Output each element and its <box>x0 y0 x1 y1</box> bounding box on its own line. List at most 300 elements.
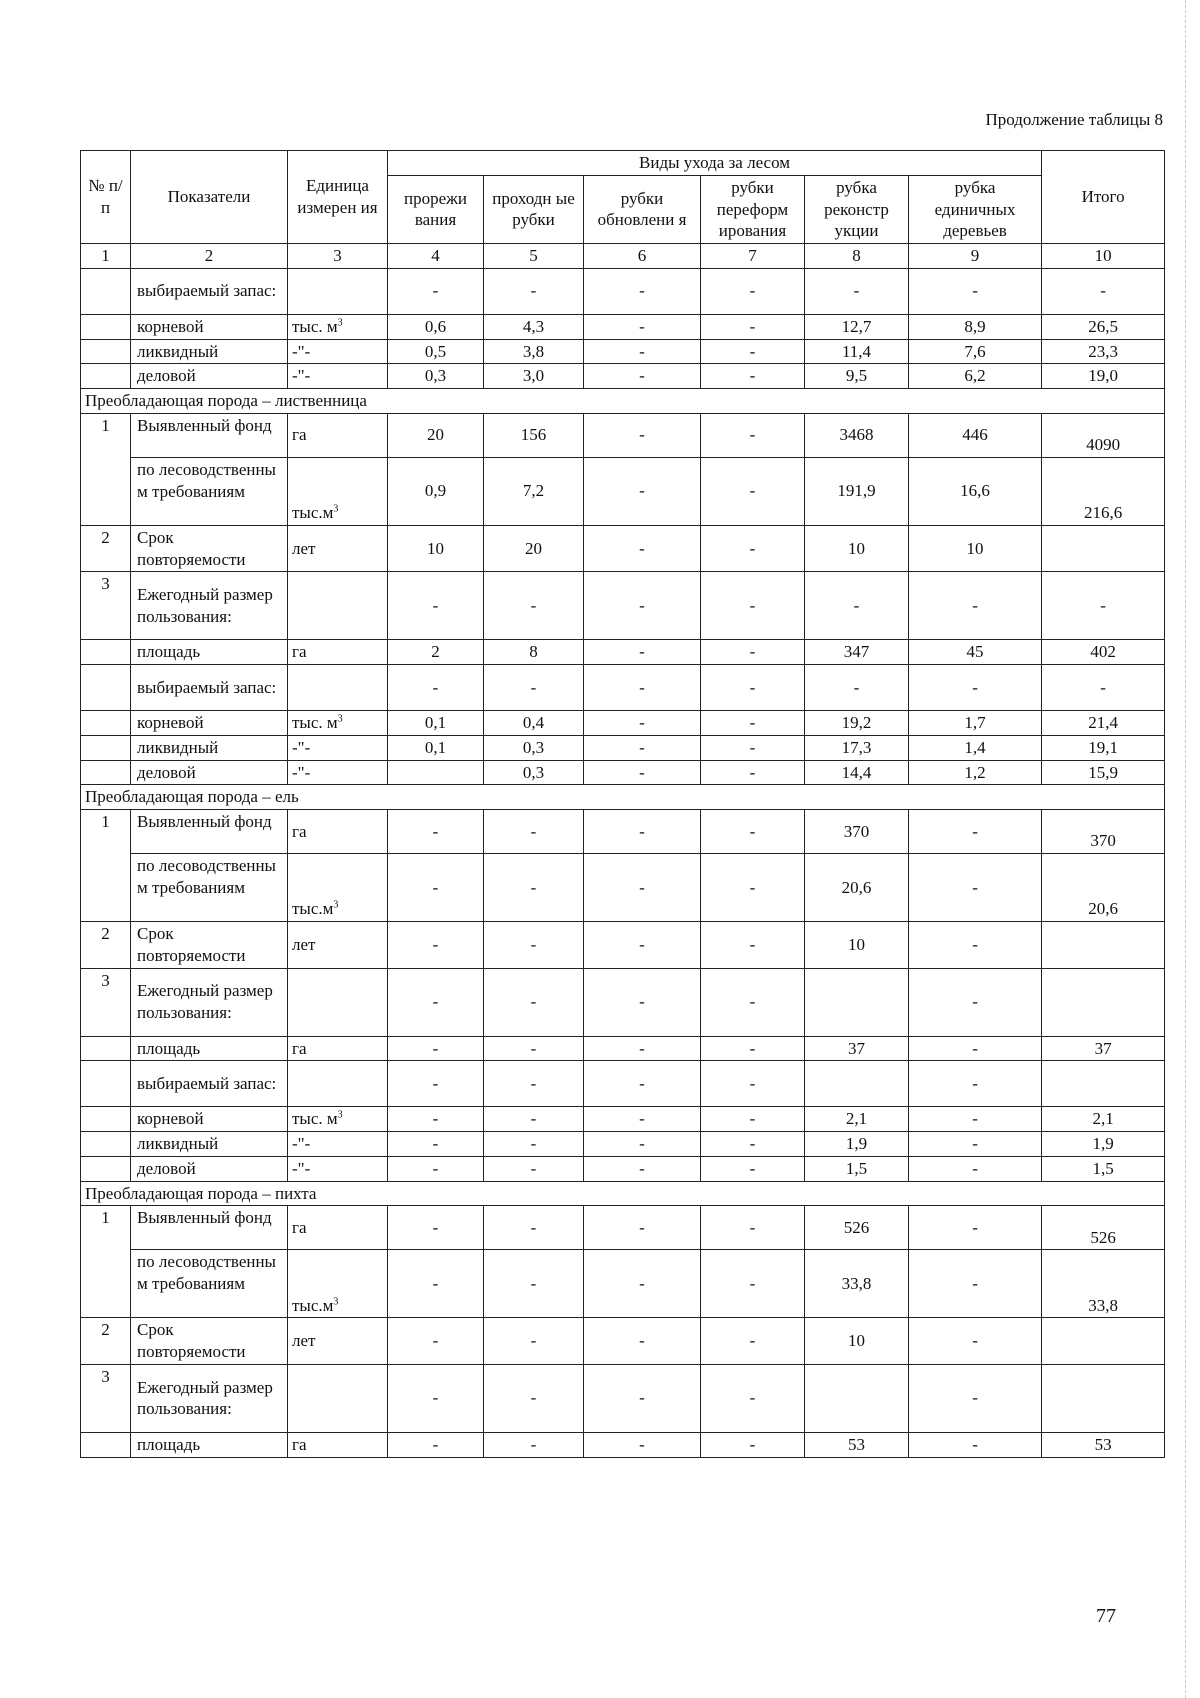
value-cell: 1,9 <box>1042 1132 1165 1157</box>
value-cell: - <box>484 922 584 969</box>
value-cell: - <box>388 1250 484 1318</box>
unit-text: лет <box>292 934 316 954</box>
value-cell: - <box>388 1156 484 1181</box>
value-cell: 16,6 <box>909 457 1042 525</box>
value-cell: - <box>484 572 584 640</box>
unit-cell <box>288 1318 388 1365</box>
value-cell <box>1042 922 1165 969</box>
value-cell: - <box>388 922 484 969</box>
value-cell: 0,6 <box>388 314 484 339</box>
unit-cell <box>288 1156 388 1181</box>
value-cell: - <box>701 968 805 1036</box>
value-cell: 191,9 <box>805 457 909 525</box>
value-cell: - <box>909 968 1042 1036</box>
row-label: выбираемый запас: <box>131 1061 288 1107</box>
unit-cell <box>288 735 388 760</box>
data-row <box>81 339 1165 364</box>
unit-cell: га <box>288 413 388 457</box>
value-cell: 53 <box>1042 1432 1165 1457</box>
value-cell: 10 <box>805 1318 909 1365</box>
value-cell: - <box>388 1364 484 1432</box>
unit-text: -"- <box>292 341 311 361</box>
data-row <box>81 735 1165 760</box>
header-type: рубка реконстр укции <box>805 175 909 243</box>
value-cell: - <box>584 665 701 711</box>
value-cell: - <box>909 1206 1042 1250</box>
column-number: 7 <box>701 244 805 269</box>
value-cell: 1,9 <box>805 1132 909 1157</box>
fund-row <box>81 810 1165 854</box>
unit-cell <box>288 1036 388 1061</box>
value-cell: - <box>484 1156 584 1181</box>
value-cell: - <box>484 1036 584 1061</box>
value-cell: - <box>909 572 1042 640</box>
value-cell: 1,4 <box>909 735 1042 760</box>
forest-care-table <box>80 150 1165 1458</box>
value-cell: - <box>584 364 701 389</box>
value-cell: - <box>584 711 701 736</box>
value-cell: 12,7 <box>805 314 909 339</box>
value-cell: - <box>701 364 805 389</box>
value-cell: - <box>388 1132 484 1157</box>
unit-text: лет <box>292 538 316 558</box>
value-cell: 446 <box>909 413 1042 457</box>
row-label: Выявленный фонд <box>131 1206 288 1250</box>
row-label: Ежегодный размер пользования: <box>131 968 288 1036</box>
value-cell: - <box>388 665 484 711</box>
value-cell: 0,3 <box>484 760 584 785</box>
unit-cell <box>288 525 388 572</box>
value-cell: - <box>388 854 484 922</box>
unit-cell <box>288 922 388 969</box>
value-cell: 10 <box>388 525 484 572</box>
row-num-cell: 1 <box>81 413 131 525</box>
value-cell: - <box>701 1318 805 1365</box>
row-label: Выявленный фонд <box>131 413 288 457</box>
value-cell: 0,1 <box>388 711 484 736</box>
column-number: 8 <box>805 244 909 269</box>
unit-text: тыс.м <box>292 1295 334 1315</box>
unit-superscript: 3 <box>333 503 339 515</box>
value-cell: 11,4 <box>805 339 909 364</box>
value-cell: - <box>584 572 701 640</box>
fund-row-volume <box>81 854 1165 922</box>
value-cell: 2 <box>388 640 484 665</box>
value-cell: - <box>909 1318 1042 1365</box>
value-cell: 37 <box>1042 1036 1165 1061</box>
value-cell: 15,9 <box>1042 760 1165 785</box>
row-num-cell <box>81 760 131 785</box>
row-label: корневой <box>131 711 288 736</box>
value-cell: - <box>1042 665 1165 711</box>
row-num-cell: 2 <box>81 525 131 572</box>
value-cell <box>805 1061 909 1107</box>
row-num-cell <box>81 268 131 314</box>
value-cell: 45 <box>909 640 1042 665</box>
unit-text: тыс. м <box>292 316 338 336</box>
value-cell: - <box>909 1432 1042 1457</box>
row-label: Срок повторяемости <box>131 922 288 969</box>
area-row <box>81 640 1165 665</box>
value-cell: 1,7 <box>909 711 1042 736</box>
value-cell: - <box>388 1206 484 1250</box>
row-num-cell <box>81 1132 131 1157</box>
value-cell: - <box>909 1156 1042 1181</box>
column-number: 5 <box>484 244 584 269</box>
unit-text: -"- <box>292 737 311 757</box>
value-cell: - <box>1042 572 1165 640</box>
annual-row <box>81 1364 1165 1432</box>
value-cell <box>805 1364 909 1432</box>
section-title: Преобладающая порода – пихта <box>81 1181 1165 1206</box>
value-cell: - <box>484 1432 584 1457</box>
unit-text: тыс. м <box>292 1109 338 1129</box>
value-cell: 526 <box>805 1206 909 1250</box>
row-label: по лесоводственны м требованиям <box>131 457 288 525</box>
unit-superscript: 3 <box>337 1109 343 1121</box>
row-label: ликвидный <box>131 1132 288 1157</box>
value-cell: - <box>584 413 701 457</box>
value-cell: 370 <box>805 810 909 854</box>
period-row <box>81 525 1165 572</box>
row-label: площадь <box>131 640 288 665</box>
value-cell: - <box>584 760 701 785</box>
value-cell: 9,5 <box>805 364 909 389</box>
area-row <box>81 1432 1165 1457</box>
value-cell: - <box>584 268 701 314</box>
section-title-row <box>81 785 1165 810</box>
data-row <box>81 364 1165 389</box>
value-cell: - <box>584 1036 701 1061</box>
value-cell: - <box>584 810 701 854</box>
row-num-cell <box>81 1432 131 1457</box>
value-cell: - <box>701 735 805 760</box>
value-cell: - <box>909 1061 1042 1107</box>
value-cell: 0,1 <box>388 735 484 760</box>
row-label: по лесоводственны м требованиям <box>131 854 288 922</box>
page-number: 77 <box>1096 1605 1116 1627</box>
unit-superscript: 3 <box>333 1295 339 1307</box>
value-cell: 0,3 <box>484 735 584 760</box>
value-cell: - <box>584 1156 701 1181</box>
value-cell: 1,5 <box>805 1156 909 1181</box>
total-cell: 370 <box>1042 810 1165 854</box>
data-row <box>81 1132 1165 1157</box>
value-cell: - <box>584 339 701 364</box>
value-cell: - <box>701 1132 805 1157</box>
annual-row <box>81 968 1165 1036</box>
value-cell: - <box>701 1061 805 1107</box>
row-num-cell <box>81 665 131 711</box>
value-cell: - <box>701 1206 805 1250</box>
value-cell: - <box>909 1036 1042 1061</box>
unit-cell <box>288 1432 388 1457</box>
value-cell: - <box>584 1432 701 1457</box>
value-cell: - <box>701 640 805 665</box>
row-label: корневой <box>131 1107 288 1132</box>
row-label: Срок повторяемости <box>131 525 288 572</box>
unit-text: га <box>292 1038 307 1058</box>
value-cell: - <box>484 1318 584 1365</box>
fund-row-volume <box>81 457 1165 525</box>
annual-row <box>81 572 1165 640</box>
unit-cell <box>288 1132 388 1157</box>
value-cell: - <box>701 760 805 785</box>
row-num-cell <box>81 1156 131 1181</box>
row-num-cell <box>81 1061 131 1107</box>
value-cell: - <box>584 922 701 969</box>
value-cell: - <box>584 1132 701 1157</box>
row-label: Ежегодный размер пользования: <box>131 1364 288 1432</box>
row-num-cell <box>81 735 131 760</box>
value-cell <box>1042 1318 1165 1365</box>
value-cell: - <box>484 1364 584 1432</box>
value-cell: - <box>701 922 805 969</box>
header-type: рубки обновлени я <box>584 175 701 243</box>
value-cell <box>1042 525 1165 572</box>
value-cell <box>1042 968 1165 1036</box>
unit-superscript: 3 <box>333 899 339 911</box>
table-body <box>81 151 1165 1458</box>
row-num-cell <box>81 1036 131 1061</box>
column-number: 2 <box>131 244 288 269</box>
data-row <box>81 1156 1165 1181</box>
value-cell: - <box>484 810 584 854</box>
value-cell: - <box>484 1132 584 1157</box>
value-cell: 8,9 <box>909 314 1042 339</box>
total-cell: 216,6 <box>1042 457 1165 525</box>
data-row <box>81 711 1165 736</box>
value-cell: - <box>701 1156 805 1181</box>
value-cell: 37 <box>805 1036 909 1061</box>
unit-cell: га <box>288 810 388 854</box>
value-cell: 20 <box>388 413 484 457</box>
row-label: выбираемый запас: <box>131 665 288 711</box>
value-cell: - <box>584 1318 701 1365</box>
unit-superscript: 3 <box>337 317 343 329</box>
value-cell: 4,3 <box>484 314 584 339</box>
value-cell: - <box>909 810 1042 854</box>
value-cell: 2,1 <box>805 1107 909 1132</box>
value-cell: - <box>388 268 484 314</box>
value-cell: - <box>1042 268 1165 314</box>
value-cell: 0,5 <box>388 339 484 364</box>
unit-superscript: 3 <box>337 713 343 725</box>
section-title: Преобладающая порода – лиственница <box>81 389 1165 414</box>
value-cell: - <box>909 1250 1042 1318</box>
value-cell: - <box>388 1036 484 1061</box>
section-title-row <box>81 389 1165 414</box>
value-cell: 7,2 <box>484 457 584 525</box>
value-cell: - <box>701 457 805 525</box>
row-label: деловой <box>131 760 288 785</box>
value-cell: - <box>701 339 805 364</box>
data-row <box>81 314 1165 339</box>
value-cell: - <box>484 968 584 1036</box>
row-num-cell <box>81 711 131 736</box>
value-cell: - <box>805 268 909 314</box>
data-row <box>81 268 1165 314</box>
value-cell: 20 <box>484 525 584 572</box>
header-indicator: Показатели <box>131 151 288 244</box>
column-number: 9 <box>909 244 1042 269</box>
unit-cell <box>288 364 388 389</box>
value-cell: - <box>484 1107 584 1132</box>
value-cell: - <box>484 1061 584 1107</box>
value-cell: - <box>701 810 805 854</box>
value-cell: - <box>909 1107 1042 1132</box>
unit-text: тыс. м <box>292 713 338 732</box>
period-row <box>81 1318 1165 1365</box>
value-cell: 19,2 <box>805 711 909 736</box>
unit-cell <box>288 1107 388 1132</box>
column-number: 3 <box>288 244 388 269</box>
value-cell: - <box>484 854 584 922</box>
value-cell <box>388 760 484 785</box>
row-label: деловой <box>131 1156 288 1181</box>
value-cell <box>805 968 909 1036</box>
value-cell: - <box>584 968 701 1036</box>
value-cell: - <box>584 1250 701 1318</box>
row-label: Срок повторяемости <box>131 1318 288 1365</box>
header-group: Виды ухода за лесом <box>388 151 1042 176</box>
value-cell: - <box>484 1250 584 1318</box>
table-caption: Продолжение таблицы 8 <box>985 110 1163 129</box>
stock-row <box>81 665 1165 711</box>
unit-text: тыс.м <box>292 503 334 522</box>
value-cell: - <box>388 572 484 640</box>
row-num-cell: 2 <box>81 1318 131 1365</box>
value-cell: - <box>388 1318 484 1365</box>
value-cell: 3,8 <box>484 339 584 364</box>
value-cell: - <box>909 922 1042 969</box>
value-cell: 26,5 <box>1042 314 1165 339</box>
row-label: деловой <box>131 364 288 389</box>
unit-text: -"- <box>292 1158 311 1178</box>
row-label: выбираемый запас: <box>131 268 288 314</box>
unit-cell <box>288 314 388 339</box>
unit-text: -"- <box>292 762 311 782</box>
value-cell: 402 <box>1042 640 1165 665</box>
value-cell: 19,0 <box>1042 364 1165 389</box>
value-cell: - <box>388 810 484 854</box>
value-cell: 21,4 <box>1042 711 1165 736</box>
value-cell: - <box>701 665 805 711</box>
total-cell: 4090 <box>1042 413 1165 457</box>
row-num-cell: 3 <box>81 1364 131 1432</box>
unit-text: -"- <box>292 1134 311 1153</box>
unit-cell <box>288 1061 388 1107</box>
value-cell: - <box>584 525 701 572</box>
unit-cell <box>288 457 388 525</box>
value-cell: - <box>584 735 701 760</box>
value-cell: 0,3 <box>388 364 484 389</box>
value-cell <box>1042 1061 1165 1107</box>
value-cell: - <box>701 314 805 339</box>
row-num-cell <box>81 1107 131 1132</box>
value-cell: 33,8 <box>805 1250 909 1318</box>
value-cell: 14,4 <box>805 760 909 785</box>
value-cell: 3468 <box>805 413 909 457</box>
value-cell: 2,1 <box>1042 1107 1165 1132</box>
unit-cell <box>288 640 388 665</box>
header-num: № п/п <box>81 151 131 244</box>
data-row <box>81 1107 1165 1132</box>
value-cell: - <box>701 1036 805 1061</box>
header-type: прорежи вания <box>388 175 484 243</box>
value-cell: - <box>701 1432 805 1457</box>
header-total: Итого <box>1042 151 1165 244</box>
value-cell: - <box>805 572 909 640</box>
page-edge-line <box>1185 0 1186 1698</box>
total-cell: 20,6 <box>1042 854 1165 922</box>
unit-cell <box>288 339 388 364</box>
unit-cell <box>288 854 388 922</box>
value-cell: 10 <box>909 525 1042 572</box>
value-cell: 19,1 <box>1042 735 1165 760</box>
value-cell: - <box>909 268 1042 314</box>
column-number-row <box>81 244 1165 269</box>
row-num-cell: 3 <box>81 572 131 640</box>
unit-text: -"- <box>292 366 311 386</box>
value-cell: - <box>388 1432 484 1457</box>
value-cell: - <box>484 665 584 711</box>
value-cell: - <box>701 1107 805 1132</box>
value-cell: - <box>584 1364 701 1432</box>
unit-cell: га <box>288 1206 388 1250</box>
value-cell: 0,4 <box>484 711 584 736</box>
value-cell: - <box>701 1364 805 1432</box>
header-unit: Единица измерен ия <box>288 151 388 244</box>
unit-cell <box>288 665 388 711</box>
stock-row <box>81 1061 1165 1107</box>
value-cell: - <box>584 1107 701 1132</box>
unit-cell <box>288 572 388 640</box>
unit-cell <box>288 1364 388 1432</box>
value-cell: - <box>909 854 1042 922</box>
fund-row <box>81 413 1165 457</box>
column-number: 1 <box>81 244 131 269</box>
value-cell: 156 <box>484 413 584 457</box>
value-cell: - <box>388 1061 484 1107</box>
header-type: проходн ые рубки <box>484 175 584 243</box>
value-cell: 17,3 <box>805 735 909 760</box>
header-type: рубки переформ ирования <box>701 175 805 243</box>
value-cell: 20,6 <box>805 854 909 922</box>
value-cell: - <box>701 413 805 457</box>
header-row <box>81 151 1165 176</box>
row-label: Ежегодный размер пользования: <box>131 572 288 640</box>
unit-cell <box>288 711 388 736</box>
total-cell: 526 <box>1042 1206 1165 1250</box>
value-cell: - <box>388 1107 484 1132</box>
value-cell: - <box>701 572 805 640</box>
value-cell: 1,5 <box>1042 1156 1165 1181</box>
row-label: ликвидный <box>131 735 288 760</box>
section-title: Преобладающая порода – ель <box>81 785 1165 810</box>
row-num-cell: 1 <box>81 810 131 922</box>
value-cell: - <box>484 1206 584 1250</box>
column-number: 6 <box>584 244 701 269</box>
row-num-cell: 2 <box>81 922 131 969</box>
column-number: 4 <box>388 244 484 269</box>
value-cell: - <box>388 968 484 1036</box>
row-num-cell: 3 <box>81 968 131 1036</box>
value-cell: 6,2 <box>909 364 1042 389</box>
row-num-cell <box>81 339 131 364</box>
value-cell: - <box>701 711 805 736</box>
value-cell: - <box>584 457 701 525</box>
